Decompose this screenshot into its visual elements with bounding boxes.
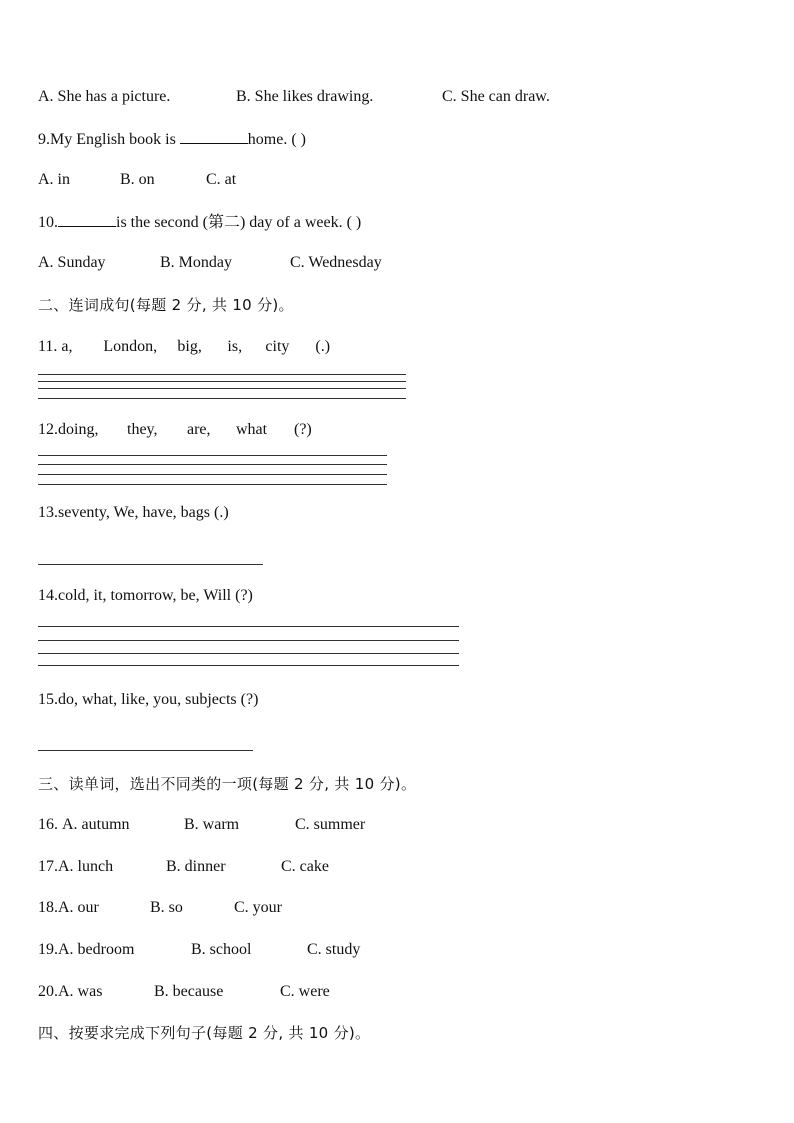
q17-option-b: B. dinner bbox=[166, 858, 226, 875]
q14-answer-line-4 bbox=[38, 665, 459, 666]
q11-word-2: London, bbox=[103, 338, 158, 355]
q10-option-c: C. Wednesday bbox=[290, 254, 382, 271]
q16-option-b: B. warm bbox=[184, 816, 240, 833]
q10-text: is the second (第二) day of a week. ( ) bbox=[116, 214, 362, 231]
q9-option-c: C. at bbox=[206, 171, 237, 188]
q13-answer-line bbox=[38, 564, 263, 565]
q8-option-c: C. She can draw. bbox=[442, 88, 550, 105]
q10-option-b: B. Monday bbox=[160, 254, 232, 271]
q11-word-4: is, bbox=[227, 338, 243, 355]
q8-option-a: A. She has a picture. bbox=[38, 88, 171, 105]
q12-word-2: they, bbox=[127, 421, 158, 438]
q19-option-a: A. bedroom bbox=[58, 941, 135, 958]
q12-answer-line-1 bbox=[38, 455, 387, 456]
q14-number: 14. bbox=[38, 587, 58, 604]
q14-answer-line-2 bbox=[38, 640, 459, 641]
q11-answer-line-3 bbox=[38, 388, 406, 389]
q13-number: 13. bbox=[38, 504, 58, 521]
q19-option-c: C. study bbox=[307, 941, 361, 958]
question-18 bbox=[38, 898, 282, 918]
q18-option-b: B. so bbox=[150, 899, 183, 916]
q17-option-c: C. cake bbox=[281, 858, 329, 875]
q19-number: 19. bbox=[38, 941, 58, 958]
q9-text-before: My English book is bbox=[50, 131, 180, 148]
q12-answer-line-2 bbox=[38, 464, 387, 465]
q11-word-3: big, bbox=[177, 338, 202, 355]
q12-answer-line-3 bbox=[38, 474, 387, 475]
q10-option-a: A. Sunday bbox=[38, 254, 106, 271]
q17-number: 17. bbox=[38, 858, 58, 875]
q12-answer-line-4 bbox=[38, 484, 387, 485]
q14-answer-line-3 bbox=[38, 653, 459, 654]
q20-option-c: C. were bbox=[280, 983, 330, 1000]
q11-answer-line-1 bbox=[38, 374, 406, 375]
q12-word-4: what bbox=[236, 421, 268, 438]
section-3-heading: 三、读单词，选出不同类的一项(每题 2 分, 共 10 分)。 bbox=[38, 775, 417, 793]
q15-number: 15. bbox=[38, 691, 58, 708]
q12-number: 12. bbox=[38, 421, 58, 438]
question-20 bbox=[38, 982, 330, 1002]
q11-number: 11. bbox=[38, 338, 58, 355]
section-2-heading: 二、连词成句(每题 2 分, 共 10 分)。 bbox=[38, 296, 294, 314]
question-11 bbox=[38, 337, 330, 357]
q17-option-a: A. lunch bbox=[58, 858, 114, 875]
q16-option-c: C. summer bbox=[295, 816, 366, 833]
question-13 bbox=[38, 503, 229, 523]
q9-number: 9. bbox=[38, 131, 50, 148]
q12-word-1: doing, bbox=[58, 421, 99, 438]
q16-option-a: A. autumn bbox=[62, 816, 130, 833]
q12-word-3: are, bbox=[187, 421, 211, 438]
q8-option-b: B. She likes drawing. bbox=[236, 88, 374, 105]
q10-options bbox=[38, 253, 382, 273]
q10-blank bbox=[58, 212, 116, 227]
q16-number: 16. bbox=[38, 816, 58, 833]
q19-option-b: B. school bbox=[191, 941, 252, 958]
q9-option-a: A. in bbox=[38, 171, 70, 188]
q11-word-6: (.) bbox=[315, 338, 331, 355]
question-17 bbox=[38, 857, 329, 877]
q11-answer-line-2 bbox=[38, 381, 406, 382]
q20-option-a: A. was bbox=[58, 983, 103, 1000]
q8-options bbox=[38, 87, 550, 107]
q20-option-b: B. because bbox=[154, 983, 224, 1000]
q14-answer-line-1 bbox=[38, 626, 459, 627]
question-19 bbox=[38, 940, 360, 960]
q11-word-5: city bbox=[265, 338, 290, 355]
question-15 bbox=[38, 690, 258, 710]
question-14 bbox=[38, 586, 253, 606]
q18-option-a: A. our bbox=[58, 899, 99, 916]
q14-text: cold, it, tomorrow, be, Will (?) bbox=[58, 587, 253, 604]
question-16 bbox=[38, 815, 365, 835]
q10-number: 10. bbox=[38, 214, 58, 231]
section-4-heading: 四、按要求完成下列句子(每题 2 分, 共 10 分)。 bbox=[38, 1024, 371, 1042]
q11-word-1: a, bbox=[61, 338, 73, 355]
q12-word-5: (?) bbox=[294, 421, 312, 438]
q13-text: seventy, We, have, bags (.) bbox=[58, 504, 229, 521]
q20-number: 20. bbox=[38, 983, 58, 1000]
q11-answer-line-4 bbox=[38, 398, 406, 399]
question-10 bbox=[38, 212, 361, 233]
q9-options bbox=[38, 170, 236, 190]
q18-option-c: C. your bbox=[234, 899, 282, 916]
q18-number: 18. bbox=[38, 899, 58, 916]
q15-answer-line bbox=[38, 750, 253, 751]
q15-text: do, what, like, you, subjects (?) bbox=[58, 691, 259, 708]
question-9 bbox=[38, 129, 306, 150]
q9-blank bbox=[180, 129, 248, 144]
question-12 bbox=[38, 420, 312, 440]
q9-text-after: home. ( ) bbox=[247, 131, 306, 148]
q9-option-b: B. on bbox=[120, 171, 155, 188]
